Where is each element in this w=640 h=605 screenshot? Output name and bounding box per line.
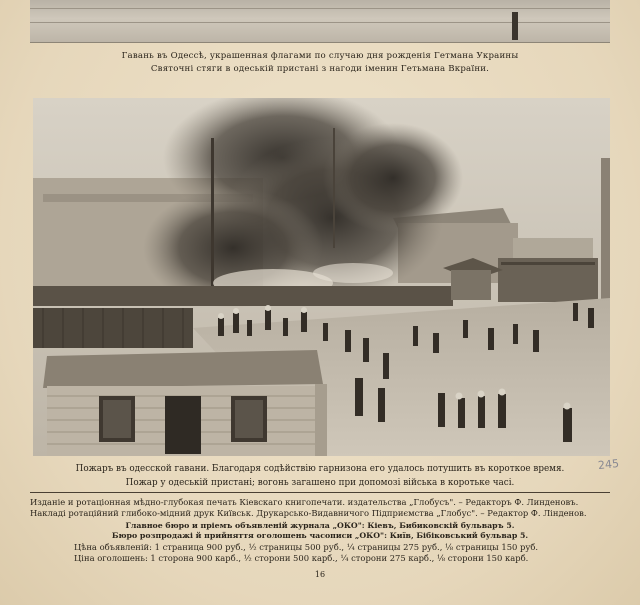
imprint-bureau-russian: Главное бюро и пріемъ объявленій журнала „ОКО": Кіевъ, Бибиковскій бульваръ 5. (125, 521, 515, 530)
imprint-publisher-russian: Изданіе и ротаціонная мѣдно-глубокая печать Кіевскаго книгопечати. издательства „Глобусъ". – Редакторъ Ф. Линденовъ. (30, 497, 579, 507)
main-caption-ukrainian: Пожар у одеській пристані; вогонь загашено при допомозі військa в коротьке часі. (125, 478, 515, 488)
page-number: 16 (314, 570, 326, 579)
photo-line (30, 8, 610, 9)
top-caption-russian: Гавань въ Одессѣ, украшенная флагами по случаю дня рожденія Гетмана Украины (121, 51, 519, 61)
imprint-ad-prices-ukrainian: Ціна оголошень: 1 сторона 900 карб., ½ сторони 500 карб., ¼ сторони 275 карб., ⅛ сторони 150 карб. (74, 553, 529, 563)
harbor-fire-photo (33, 98, 610, 456)
imprint-publisher-ukrainian: Накладі ротаційний глибоко-мідний друк Київськ. Друкарсько-Видавничого Підприємства „Глобус". – Редактор Ф. Лінденов. (30, 508, 587, 518)
divider-rule (30, 492, 610, 493)
mast-silhouette (512, 12, 518, 40)
handwritten-number: 245 (597, 456, 620, 473)
imprint-ad-prices-russian: Цѣна объявленій: 1 страница 900 руб., ½ страницы 500 руб., ¼ страницы 275 руб., ⅛ страницы 150 руб. (74, 542, 539, 552)
photo-line (30, 22, 610, 23)
top-photo-fragment (30, 0, 610, 43)
imprint-bureau-ukrainian: Бюро розпродажі й прийняття оголошень часописи „ОКО": Київ, Бібіковський бульвар 5. (111, 531, 529, 540)
top-caption-ukrainian: Святочні стяги в одеській пристані з нагоди іменин Гетьмана Вкраїни. (150, 64, 490, 74)
harbor-fire-illustration (33, 98, 610, 456)
main-caption-russian: Пожаръ въ одесской гавани. Благодаря содѣйствію гарнизона его удалось потушить въ короткое время. (75, 464, 565, 474)
